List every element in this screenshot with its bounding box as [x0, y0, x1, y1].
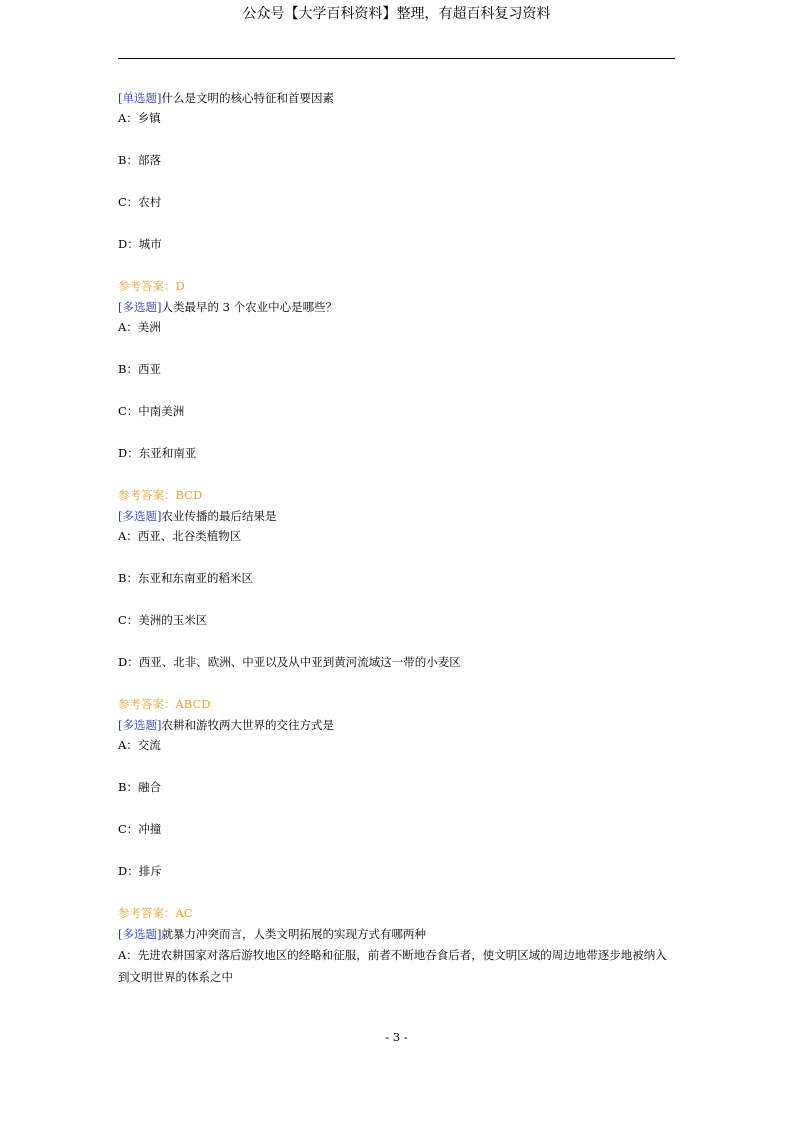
question-type: [多选题] — [118, 509, 162, 523]
page-header: 公众号【大学百科资料】整理，有超百科复习资料 — [242, 6, 551, 22]
option-a: A：乡镇 — [118, 111, 161, 125]
option-c: C：冲撞 — [118, 822, 162, 836]
option-c: C：农村 — [118, 195, 162, 209]
option-c: C：中南美洲 — [118, 404, 185, 418]
question-3 — [118, 506, 678, 526]
option-c: C：美洲的玉米区 — [118, 613, 208, 627]
option-d: D：东亚和南亚 — [118, 446, 197, 460]
option-a: A：先进农耕国家对落后游牧地区的经略和征服，前者不断地吞食后者，使文明区域的周边地带逐步地被纳入到文明世界的体系之中 — [118, 948, 667, 984]
question-type: [多选题] — [118, 718, 162, 732]
answer-key: 参考答案：BCD — [118, 488, 203, 502]
header-divider — [118, 58, 675, 59]
option-a: A：交流 — [118, 738, 161, 752]
question-list — [118, 88, 678, 988]
question-type: [单选题] — [118, 91, 162, 105]
question-2 — [118, 297, 678, 317]
question-1 — [118, 88, 678, 108]
option-d: D：西亚、北非、欧洲、中亚以及从中亚到黄河流域这一带的小麦区 — [118, 655, 461, 669]
option-d: D：排斥 — [118, 864, 162, 878]
question-text: 农业传播的最后结果是 — [161, 509, 277, 523]
option-b: B：融合 — [118, 780, 161, 794]
option-b: B：西亚 — [118, 362, 161, 376]
answer-key: 参考答案：D — [118, 279, 185, 293]
option-a: A：美洲 — [118, 320, 161, 334]
question-text: 人类最早的 3 个农业中心是哪些？ — [161, 300, 338, 314]
question-type: [多选题] — [118, 927, 162, 941]
option-a: A：西亚、北谷类植物区 — [118, 529, 242, 543]
page-number: - 3 - — [385, 1030, 408, 1044]
answer-key: 参考答案：AC — [118, 906, 193, 920]
question-4 — [118, 715, 678, 735]
option-b: B：东亚和东南亚的稻米区 — [118, 571, 253, 585]
option-d: D：城市 — [118, 237, 162, 251]
question-text: 什么是文明的核心特征和首要因素 — [161, 91, 334, 105]
question-type: [多选题] — [118, 300, 162, 314]
question-text: 就暴力冲突而言，人类文明拓展的实现方式有哪两种 — [161, 927, 426, 941]
option-b: B：部落 — [118, 153, 161, 167]
question-5 — [118, 924, 678, 944]
question-text: 农耕和游牧两大世界的交往方式是 — [161, 718, 334, 732]
answer-key: 参考答案：ABCD — [118, 697, 211, 711]
